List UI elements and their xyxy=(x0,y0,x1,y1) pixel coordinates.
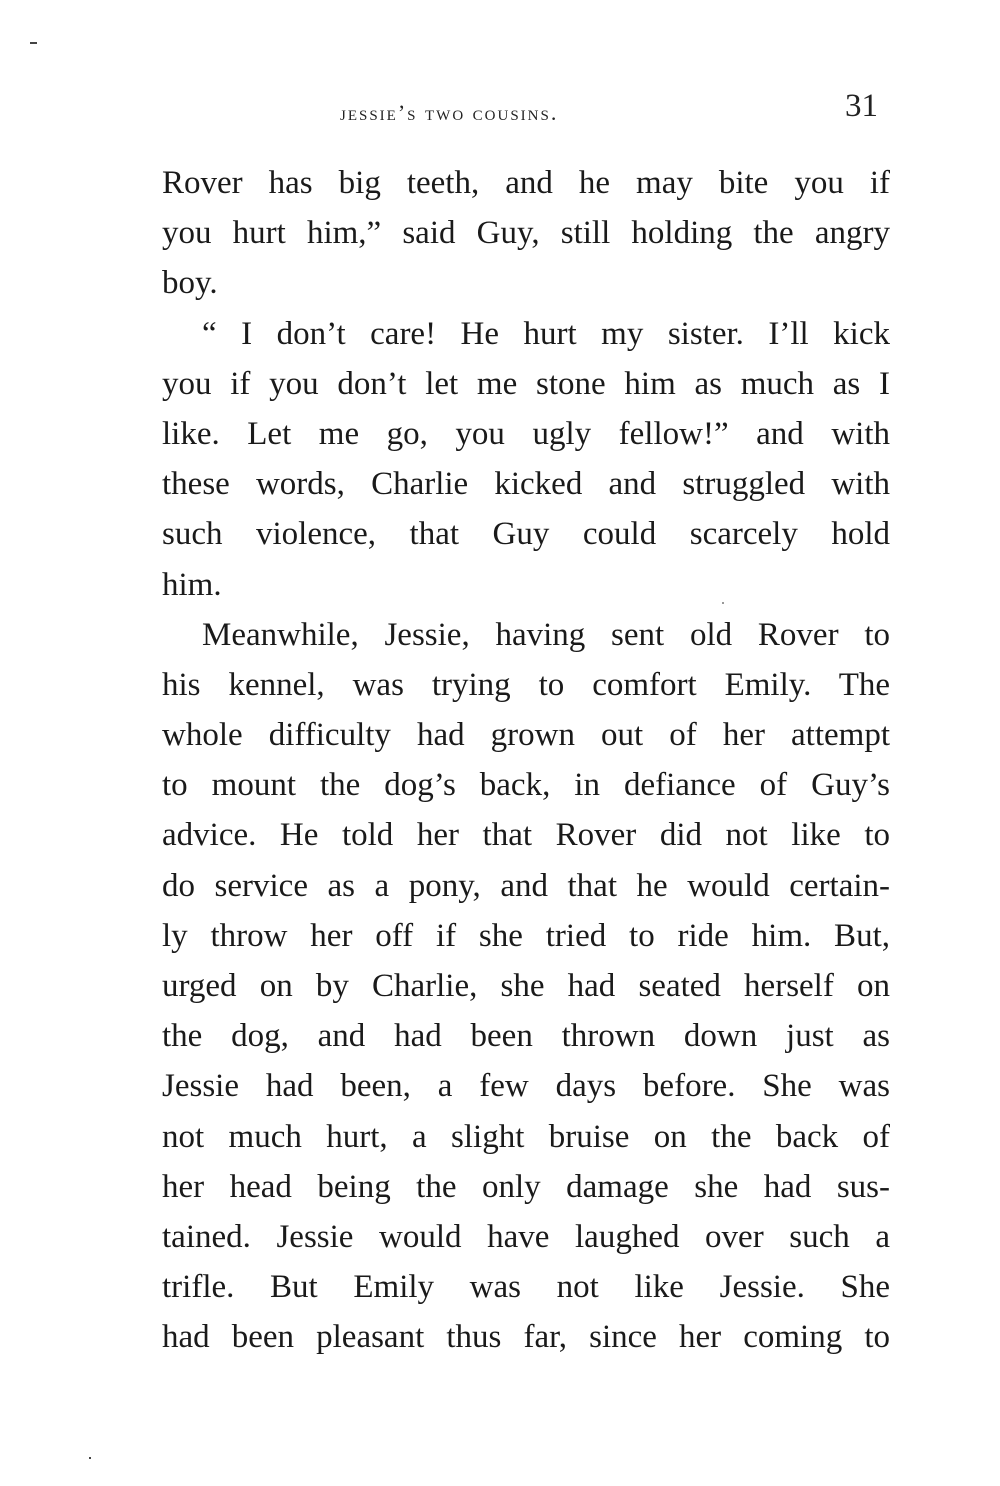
text-line: the dog, and had been thrown down just as xyxy=(162,1018,890,1055)
text-line: these words, Charlie kicked and struggled with xyxy=(162,466,890,503)
paragraph-start-line: “ I don’t care! He hurt my sister. I’ll kick xyxy=(202,315,890,352)
text-line: urged on by Charlie, she had seated herself on xyxy=(162,968,890,1004)
scan-speck xyxy=(89,1457,91,1459)
text-line: Rover has big teeth, and he may bite you if xyxy=(162,165,890,201)
text-line: such violence, that Guy could scarcely hold xyxy=(162,516,890,553)
text-line: Jessie had been, a few days before. She was xyxy=(162,1068,890,1105)
text-line: him. xyxy=(162,566,222,603)
text-line: do service as a pony, and that he would certain- xyxy=(162,867,890,904)
text-line: you hurt him,” said Guy, still holding the angry xyxy=(162,215,890,252)
scan-speck xyxy=(722,602,724,604)
text-line: trifle. But Emily was not like Jessie. She xyxy=(162,1269,890,1306)
text-line: advice. He told her that Rover did not like to xyxy=(162,817,890,854)
text-line: to mount the dog’s back, in defiance of Guy’s xyxy=(162,767,890,804)
body-text xyxy=(162,158,890,1363)
scan-speck xyxy=(30,42,37,44)
text-line: his kennel, was trying to comfort Emily. The xyxy=(162,666,890,703)
text-line: tained. Jessie would have laughed over such a xyxy=(162,1218,890,1255)
paragraph-start-line: Meanwhile, Jessie, having sent old Rover to xyxy=(202,616,890,653)
text-line: boy. xyxy=(162,265,218,302)
text-line: her head being the only damage she had sus- xyxy=(162,1168,890,1205)
running-head: jessie’s two cousins. xyxy=(340,100,559,125)
text-line: like. Let me go, you ugly fellow!” and with xyxy=(162,415,890,452)
text-line: had been pleasant thus far, since her coming to xyxy=(162,1319,890,1356)
text-line: ly throw her off if she tried to ride him. But, xyxy=(162,917,890,954)
text-line: whole difficulty had grown out of her attempt xyxy=(162,717,890,754)
page-number: 31 xyxy=(845,88,878,124)
text-line: you if you don’t let me stone him as much as I xyxy=(162,365,890,402)
text-line: not much hurt, a slight bruise on the back of xyxy=(162,1118,890,1155)
